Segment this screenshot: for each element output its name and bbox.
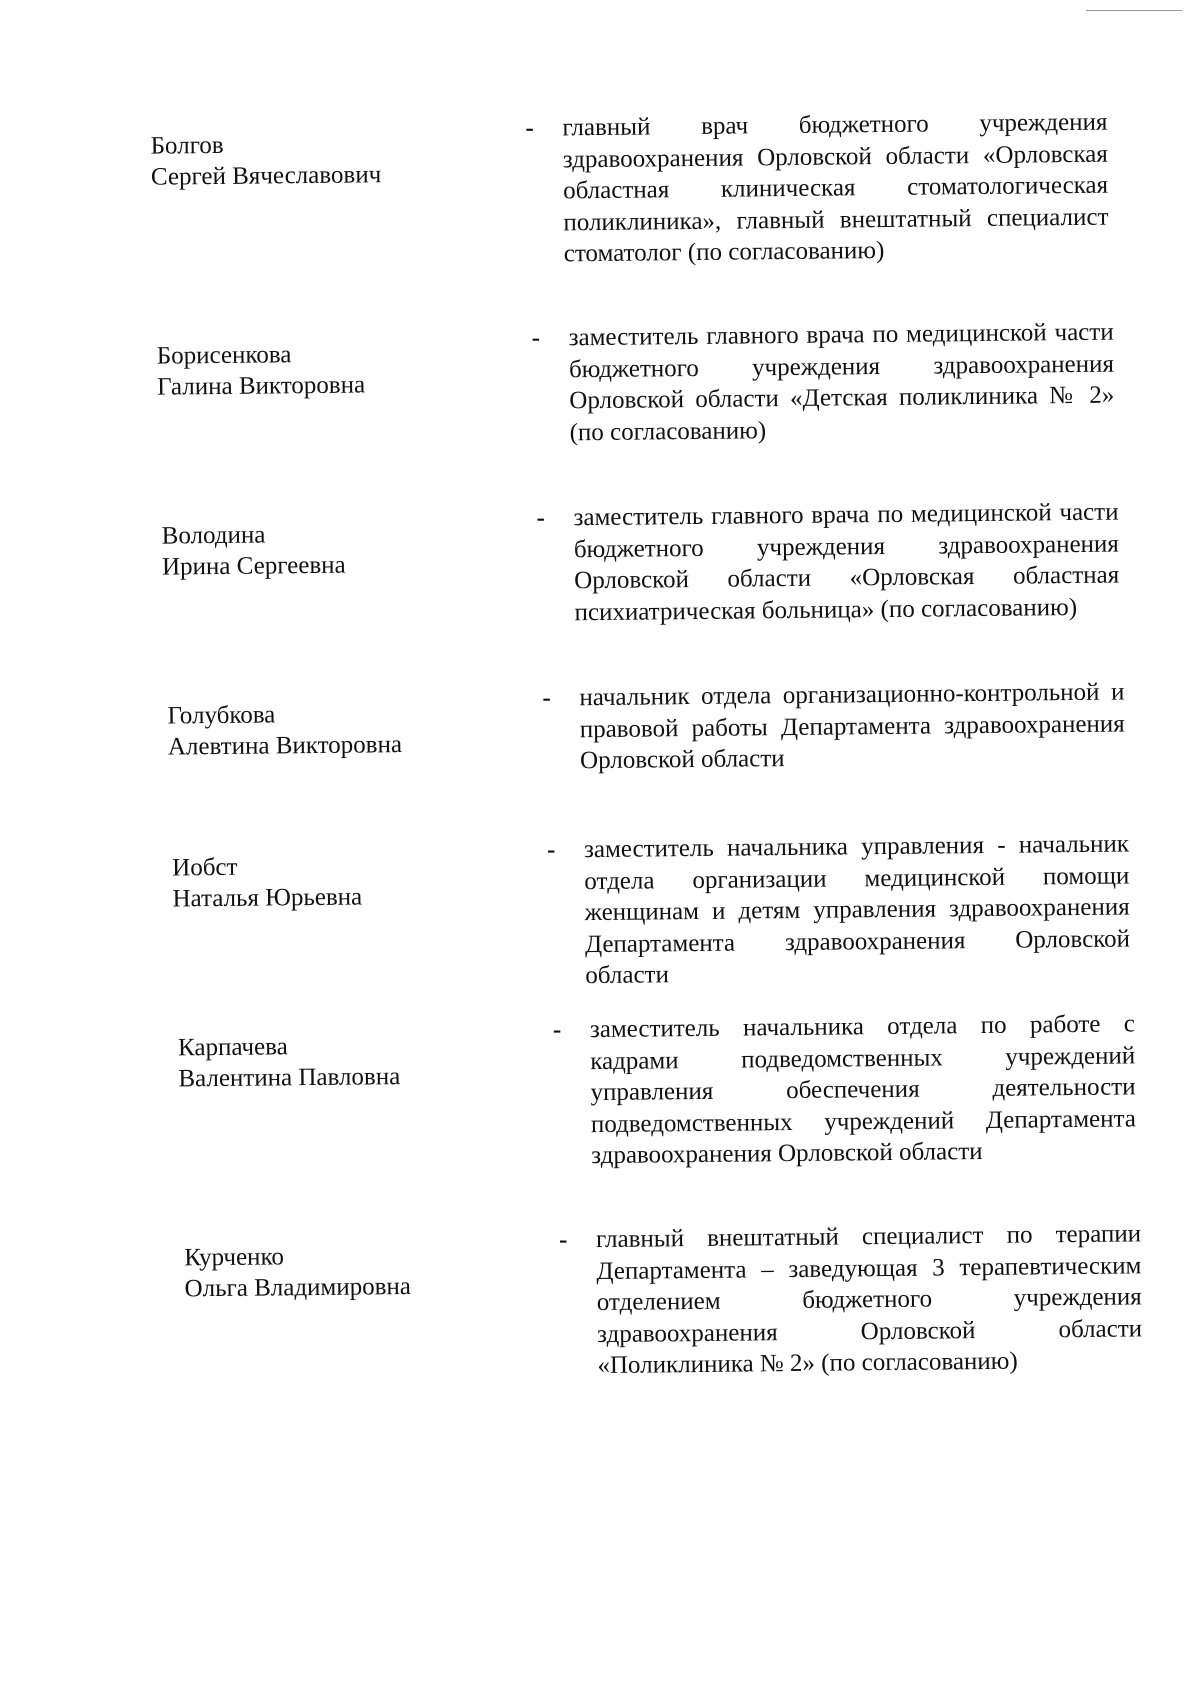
separator-dash: - <box>558 1226 568 1254</box>
member-surname: Иобст <box>172 853 238 882</box>
member-entry-7 <box>184 1218 1166 1428</box>
member-name <box>150 127 491 193</box>
member-role: заместитель главного врача по медицинской части бюджетного учреждения здравоохранения Орловской области «Детская поликлиника № 2» (по согласованию) <box>568 318 1115 446</box>
member-given-names: Галина Викторовна <box>157 371 366 401</box>
member-surname: Голубкова <box>167 701 276 730</box>
separator-dash: - <box>542 684 551 712</box>
member-surname: Болгов <box>150 131 224 160</box>
separator-dash: - <box>525 114 534 142</box>
member-surname: Курченко <box>184 1243 285 1272</box>
separator-dash: - <box>536 504 546 532</box>
separator-dash: - <box>531 324 541 352</box>
member-role: начальник отдела организационно-контрольной и правовой работы Департамента здравоохранения Орловской области <box>579 678 1125 775</box>
member-name <box>162 517 503 583</box>
member-name <box>178 1029 519 1095</box>
member-role: заместитель главного врача по медицинской части бюджетного учреждения здравоохранения Орловской области «Орловская областная психиатрическая больница» (по согласованию) <box>573 498 1120 626</box>
member-role: заместитель начальника отдела по работе с кадрами подведомственных учреждений управления обеспечения деятельности подведомственных учреждений Департамента здравоохранения Орловской области <box>589 1010 1137 1170</box>
member-given-names: Ирина Сергеевна <box>161 551 346 581</box>
member-name <box>157 337 498 403</box>
member-surname: Борисенкова <box>156 341 292 370</box>
member-given-names: Валентина Павловна <box>178 1063 401 1093</box>
member-role: заместитель начальника управления - начальник отдела организации медицинской помощи женщинам и детям управления здравоохранения Департамента здравоохранения Орловской области <box>583 830 1131 990</box>
separator-dash: - <box>546 836 556 864</box>
member-name <box>172 849 513 915</box>
member-entry-6 <box>178 1008 1160 1218</box>
member-given-names: Алевтина Викторовна <box>167 731 403 761</box>
member-entry-3 <box>161 496 1143 706</box>
member-entry-1 <box>150 106 1132 316</box>
member-surname: Карпачева <box>177 1033 288 1062</box>
member-name <box>184 1239 525 1305</box>
member-name <box>167 697 508 763</box>
member-surname: Володина <box>161 521 266 550</box>
member-given-names: Наталья Юрьевна <box>172 883 363 913</box>
member-role: главный внештатный специалист по терапии Департамента – заведующая 3 терапевтическим отделением бюджетного учреждения здравоохранения Орловской области «Поликлиника № 2» (по согласованию) <box>595 1220 1143 1380</box>
member-given-names: Ольга Владимировна <box>184 1273 412 1303</box>
member-role: главный врач бюджетного учреждения здравоохранения Орловской области «Орловская областная клиническая стоматологическая поликлиника», главный внештатный специалист стоматолог (по согласованию) <box>562 108 1109 268</box>
member-given-names: Сергей Вячеславович <box>150 161 382 191</box>
member-entry-5 <box>172 828 1154 1038</box>
separator-dash: - <box>552 1016 562 1044</box>
member-entry-2 <box>157 316 1139 526</box>
